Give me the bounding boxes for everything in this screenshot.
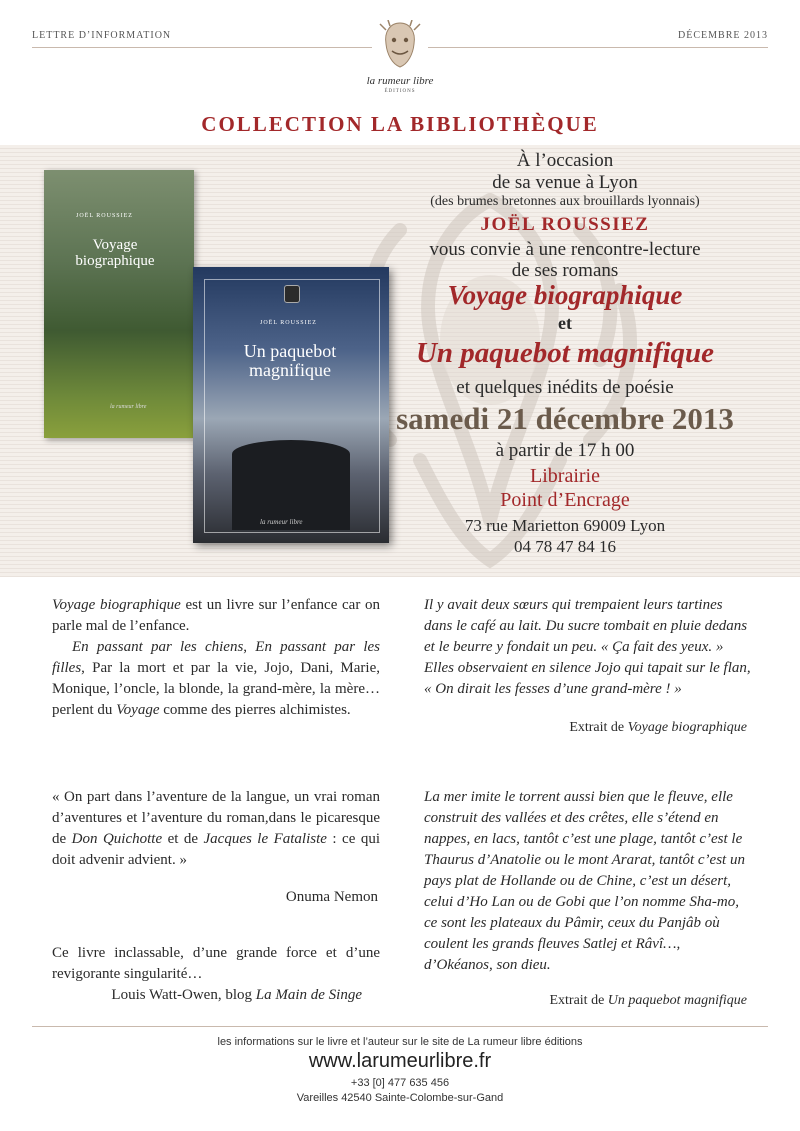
quote1-text-c: : ce qui doit advenir advient. » (52, 831, 381, 868)
quote-onuma-nemon (52, 787, 380, 871)
announcement-poetry: et quelques inédits de poésie (456, 377, 674, 398)
quote-watt-owen: Ce livre inclassable, d’une grande force et d’une revigorante singularité… (52, 945, 380, 982)
footer-address: Vareilles 42540 Sainte-Colombe-sur-Gand (296, 1092, 504, 1104)
quote2-author (52, 985, 362, 1006)
header-rule-left (32, 47, 372, 48)
publisher-name: la rumeur libre (366, 75, 434, 87)
venue-line2: Point d’Encrage (500, 489, 630, 511)
quote1-text-a: « On part dans l’aventure de la langue, un vrai roman d’aventures et l’aventure du roman,dans le picaresque de (52, 789, 380, 847)
quote1-ref2: Jacques le Fataliste (203, 831, 327, 847)
event-venue (330, 464, 800, 512)
excerpt1-source (424, 717, 747, 738)
excerpt1-source-prefix: Extrait de (569, 720, 628, 735)
event-time: à partir de 17 h 00 (495, 440, 635, 461)
book1-title-line2: biographique (75, 253, 155, 269)
venue-address: 73 rue Marietton 69009 Lyon (464, 516, 666, 535)
collection-title: COLLECTION LA BIBLIOTHÈQUE (201, 112, 599, 136)
publisher-subtitle: ÉDITIONS (384, 89, 416, 94)
author-name: JOËL ROUSSIEZ (480, 214, 650, 235)
book1-publisher: la rumeur libre (110, 404, 147, 410)
venue-contact (330, 515, 800, 557)
announcement-line5: vous convie à une rencontre-lecture (429, 239, 701, 260)
book2-title-line1: Un paquebot (243, 341, 337, 361)
venue-line1: Librairie (530, 465, 600, 487)
announcement-book2: Un paquebot magnifique (415, 337, 715, 369)
book2-publisher: la rumeur libre (260, 518, 303, 526)
excerpt2-source-title: Un paquebot magnifique (607, 993, 747, 1008)
footer-phone: +33 [0] 477 635 456 (350, 1077, 450, 1089)
book1-title (60, 237, 170, 269)
quote2-author-name: Louis Watt-Owen, blog (111, 987, 256, 1003)
header-rule-right (428, 47, 768, 48)
announcement-book1: Voyage biographique (447, 280, 683, 310)
book1-author: JOËL ROUSSIEZ (76, 213, 133, 219)
excerpt2-source (424, 990, 747, 1011)
intro-book-title: Voyage biographique (52, 597, 181, 613)
chapters-separator: , (243, 639, 256, 655)
announcement-line1: À l’occasion (516, 150, 614, 171)
book2-author: JOËL ROUSSIEZ (260, 320, 317, 326)
issue-date: DÉCEMBRE 2013 (678, 30, 768, 41)
announcement-subtitle: (des brumes bretonnes aux brouillards lyonnais) (430, 194, 700, 209)
intro-paragraph (52, 595, 380, 637)
chapters-text: , Par la mort et par la vie, Jojo, Dani, Marie, Monique, l’oncle, la blonde, la grand-mère, la mère… perlent du (52, 660, 380, 718)
chapters-paragraph (52, 637, 380, 721)
announcement-invite (330, 239, 800, 281)
chapter-title-1: En passant par les chiens (72, 639, 244, 655)
chapters-book-ref: Voyage (116, 702, 160, 718)
excerpt-paquebot: La mer imite le torrent aussi bien que le fleuve, elle construit des vallées et des crêtes, elle s’étend en nappes, en lacs, tantôt c’est une plage, tantôt c’est le Thaurus d’Anatolie ou le mont Ararat, tantôt c’est un pays plat de Hollande ou de Chine, c’est un désert, celui d’Ho Lan ou de Gobi que l’on nomme Sha-mo, ce sont les plateaux du Pâmir, ceux du Panjâb où coulent les grands fleuves Satlej et Râvî…, d’Okéanos, son dieu. (424, 789, 745, 973)
announcement-line2: de sa venue à Lyon (492, 172, 638, 193)
announcement-occasion (330, 150, 800, 194)
excerpt1-source-title: Voyage biographique (627, 720, 747, 735)
book1-title-line1: Voyage (92, 237, 138, 253)
excerpt2-source-prefix: Extrait de (549, 993, 608, 1008)
venue-phone: 04 78 47 84 16 (514, 537, 616, 556)
publisher-logo-icon (378, 20, 422, 70)
chapters-end: comme des pierres alchimistes. (159, 702, 351, 718)
quote1-text-b: et de (162, 831, 204, 847)
announcement-line6: de ses romans (511, 260, 619, 281)
newsletter-label: LETTRE D’INFORMATION (32, 30, 172, 41)
quote2-blog-name: La Main de Singe (255, 987, 362, 1003)
intro-text: est un livre sur l’enfance car on parle mal de l’enfance. (52, 597, 380, 634)
book2-title-line2: magnifique (249, 360, 331, 380)
book2-emblem-icon (284, 285, 300, 303)
excerpt-voyage: Il y avait deux sœurs qui trempaient leurs tartines dans le café au lait. Du sucre tombait en pluie dedans et le beurre y fondait un peu. « Ça fait des yeux. » Elles observaient en silence Jojo qui tapait sur le flan, « On dirait les fesses d’une grand-mère ! » (424, 597, 751, 697)
website-link[interactable]: www.larumeurlibre.fr (308, 1050, 492, 1072)
footer-info: les informations sur le livre et l’auteur sur le site de La rumeur libre éditions (217, 1036, 583, 1048)
event-date: samedi 21 décembre 2013 (396, 401, 734, 436)
quote1-ref1: Don Quichotte (71, 831, 163, 847)
announcement-and: et (558, 313, 572, 333)
chapter-title-2: En passant par les filles (52, 639, 381, 676)
footer-rule (32, 1026, 768, 1027)
book-cover-voyage-biographique (44, 170, 194, 438)
quote1-author: Onuma Nemon (285, 889, 378, 905)
